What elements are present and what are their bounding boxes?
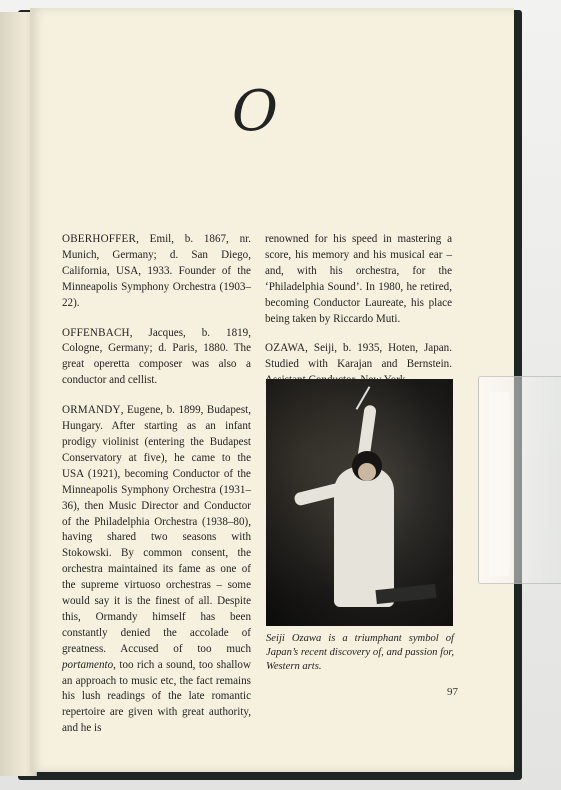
- entry-text: , Eugene, b. 1899, Budapest, Hungary. After starting as an infant prodigy violinist (entering the Budapest Conservatory at five), he came to the USA (1921), becoming Conductor of the Minneapolis Symphony Orchestra (1931–36), then Music Director and Conductor of the Philadelphia Orchestra (1938–80), having shared two seasons with Stokowski. By common consent, the orchestra maintained its fame as one of the supreme virtuoso orchestras – some would say it is the finest of all. Despite this, Ormandy himself has been constantly denied the accolade of greatness. Accused of too much: [62, 404, 251, 655]
- entry-offenbach: [62, 326, 251, 390]
- conductor-face: [358, 463, 376, 481]
- entry-ormandy-continued: renowned for his speed in mastering a score, his memory and his musical ear – and, with his orchestra, for the ‘Philadelphia Sound’. In 1980, he retired, becoming Conductor Laureate, his place being taken by Riccardo Muti.: [265, 233, 452, 325]
- entry-name: ORMANDY: [62, 404, 121, 417]
- entry-text: , Seiji, b. 1935, Hoten, Japan. Studied with Karajan and Bernstein.: [265, 342, 452, 371]
- section-letter-heading: O: [232, 79, 278, 144]
- entry-italic-term: portamento: [62, 658, 114, 671]
- entry-ormandy: [62, 403, 251, 737]
- entry-name: OBERHOFFER: [62, 233, 137, 245]
- entry-text: , Jacques, b. 1819, Cologne, Germany; d. Paris, 1880. The great operetta composer was also a conductor and cellist.: [62, 326, 251, 387]
- left-column: [62, 232, 251, 751]
- entry-name: OFFENBACH: [62, 326, 130, 339]
- plastic-sleeve-highlight: [490, 392, 510, 576]
- conductor-photo: [266, 379, 453, 626]
- entry-text: , Emil, b. 1867, nr. Munich, Germany; d. San Diego, California, USA, 1933. Founder of the Minneapolis Symphony Orchestra (1903–22).: [62, 233, 251, 309]
- photo-caption: Seiji Ozawa is a triumphant symbol of Japan’s recent discovery of, and passion for, Western arts.: [266, 633, 454, 673]
- right-column: [265, 232, 452, 403]
- entry-text: , too rich a sound, too shallow an approach to music etc, the fact remains his lush readings of the late romantic repertoire are given with great authority, and he is: [62, 658, 251, 735]
- entry-name: OZAWA: [265, 342, 306, 355]
- page-number: 97: [447, 686, 458, 698]
- entry-oberhoffer: [62, 232, 251, 312]
